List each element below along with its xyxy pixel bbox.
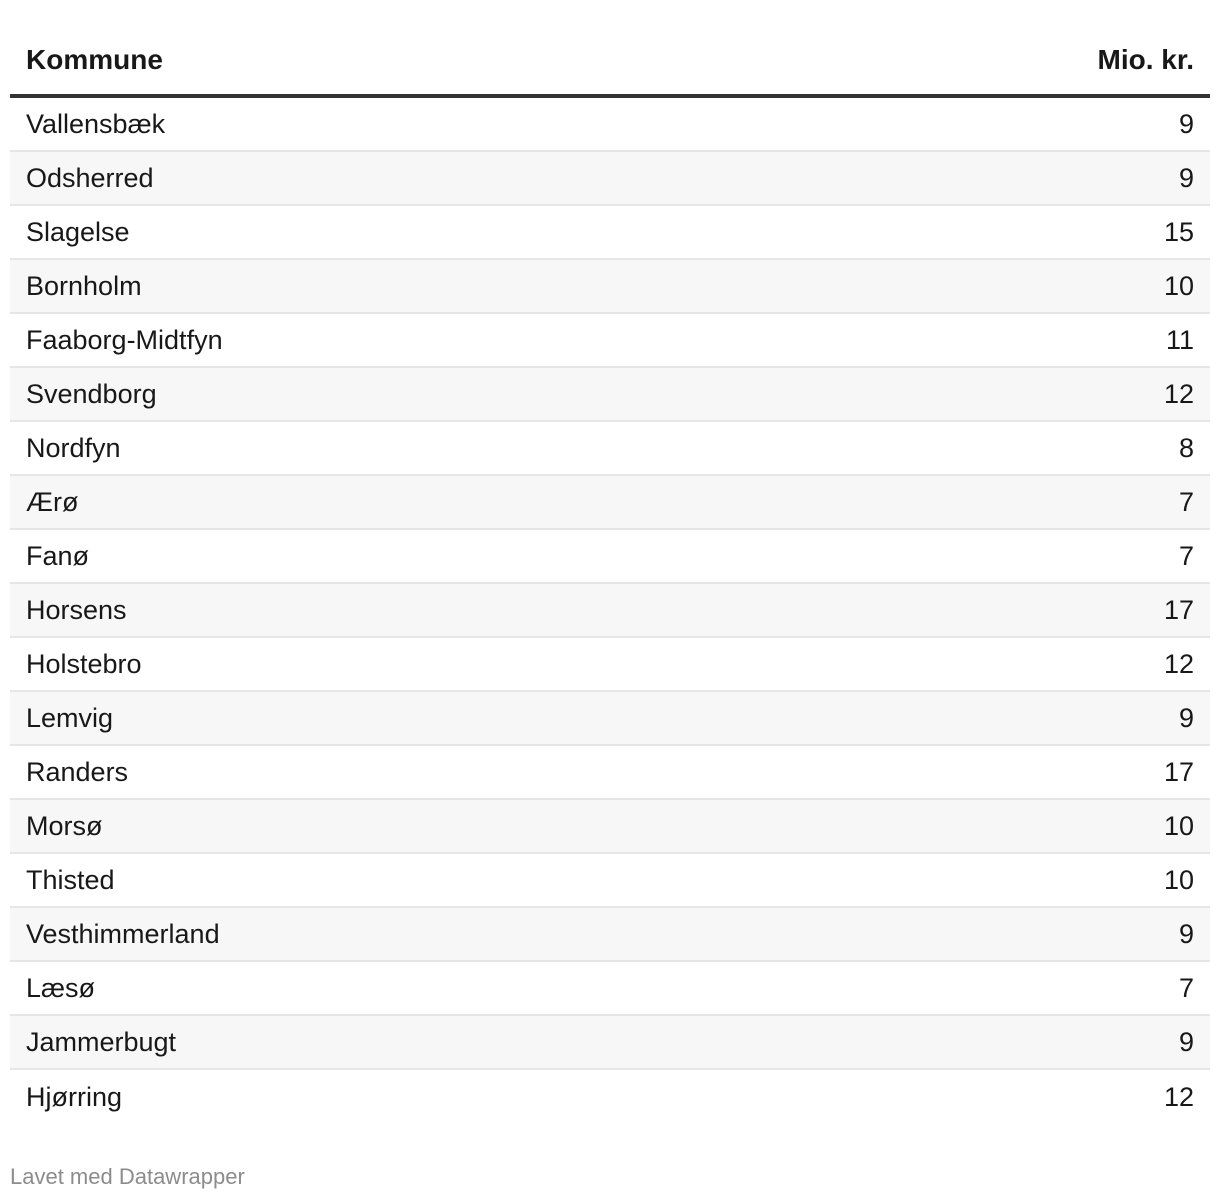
kommune-cell: Læsø [26, 972, 96, 1003]
value-cell: 12 [1163, 648, 1194, 679]
value-cell: 7 [1178, 972, 1194, 1003]
value-cell: 12 [1163, 1081, 1194, 1112]
value-cell: 7 [1178, 540, 1194, 571]
table-body [10, 98, 1210, 1124]
value-cell: 8 [1178, 432, 1194, 463]
table-row [10, 1016, 1210, 1070]
kommune-cell: Ærø [26, 486, 79, 517]
kommune-cell: Bornholm [26, 270, 142, 301]
kommune-cell: Faaborg-Midtfyn [26, 324, 223, 355]
kommune-cell: Nordfyn [26, 432, 121, 463]
table-row [10, 584, 1210, 638]
kommune-cell: Svendborg [26, 378, 157, 409]
value-cell: 17 [1163, 756, 1194, 787]
kommune-cell: Holstebro [26, 648, 142, 679]
column-header-value[interactable]: Mio. kr. [1097, 44, 1194, 75]
table-row [10, 530, 1210, 584]
data-table [10, 28, 1210, 1124]
value-cell: 9 [1178, 108, 1194, 139]
table-row [10, 800, 1210, 854]
kommune-cell: Hjørring [26, 1081, 123, 1112]
table-row [10, 476, 1210, 530]
table-row [10, 98, 1210, 152]
table-row [10, 314, 1210, 368]
table-row [10, 1070, 1210, 1124]
value-cell: 9 [1178, 918, 1194, 949]
table-row [10, 152, 1210, 206]
kommune-cell: Horsens [26, 594, 127, 625]
table-row [10, 854, 1210, 908]
value-cell: 10 [1163, 864, 1194, 895]
table-row [10, 746, 1210, 800]
kommune-cell: Randers [26, 756, 129, 787]
value-cell: 15 [1163, 216, 1194, 247]
value-cell: 17 [1163, 594, 1194, 625]
value-cell: 9 [1178, 162, 1194, 193]
kommune-cell: Morsø [26, 810, 103, 841]
value-cell: 12 [1163, 378, 1194, 409]
table-row [10, 962, 1210, 1016]
kommune-cell: Thisted [26, 864, 115, 895]
value-cell: 10 [1163, 270, 1194, 301]
kommune-cell: Odsherred [26, 162, 154, 193]
value-cell: 9 [1178, 1026, 1194, 1057]
value-cell: 10 [1163, 810, 1194, 841]
value-cell: 9 [1178, 702, 1194, 733]
table-row [10, 368, 1210, 422]
table-row [10, 908, 1210, 962]
value-cell: 11 [1165, 324, 1194, 355]
kommune-cell: Jammerbugt [26, 1026, 177, 1057]
kommune-cell: Slagelse [26, 216, 130, 247]
table-header [10, 28, 1210, 98]
footer-credit: Lavet med Datawrapper [10, 1164, 245, 1189]
kommune-cell: Lemvig [26, 702, 114, 733]
table-row [10, 206, 1210, 260]
table-row [10, 260, 1210, 314]
table-row [10, 638, 1210, 692]
column-header-kommune[interactable]: Kommune [26, 44, 163, 75]
table-row [10, 692, 1210, 746]
table-row [10, 422, 1210, 476]
kommune-cell: Vesthimmerland [26, 918, 220, 949]
kommune-cell: Vallensbæk [26, 108, 166, 139]
kommune-cell: Fanø [26, 540, 90, 571]
value-cell: 7 [1178, 486, 1194, 517]
